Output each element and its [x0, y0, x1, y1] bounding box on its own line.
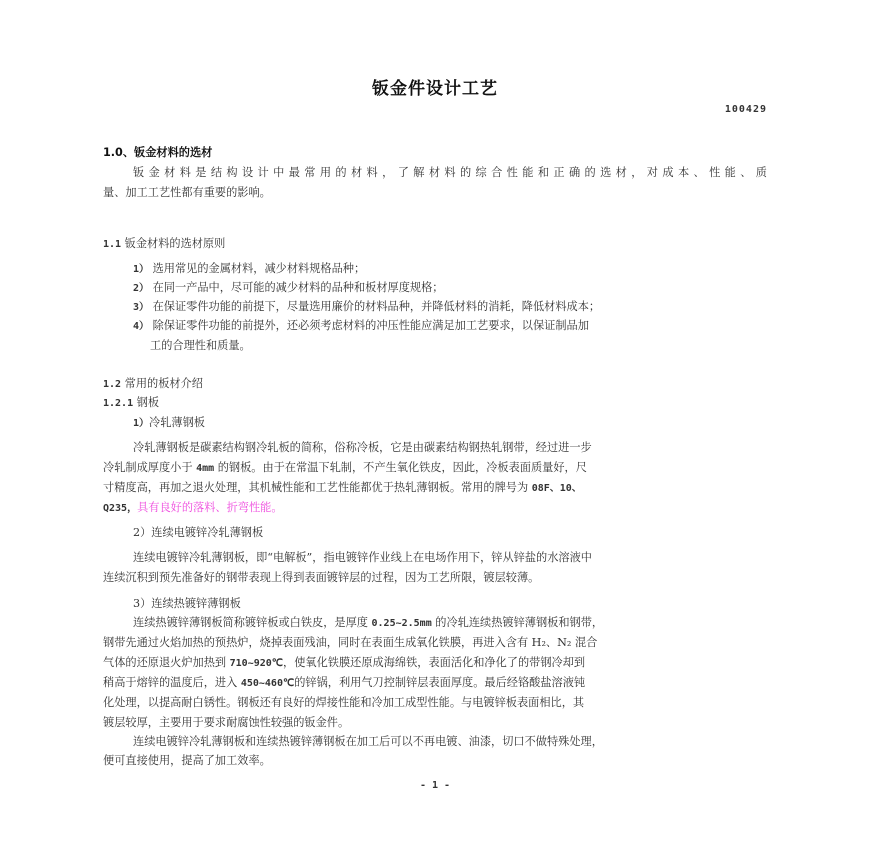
paragraph-line — [133, 616, 603, 631]
item-title-cold-rolled — [133, 416, 205, 431]
list-item-number: 3） — [133, 302, 150, 313]
value-span: 0.25~2.5mm — [371, 618, 432, 629]
section-heading-1-1 — [103, 237, 225, 252]
paragraph-line: 化处理，以提高耐白锈性。钢板还有良好的焊接性能和冷加工成型性能。与电镀锌板表面相比，其 — [103, 696, 585, 709]
paragraph-line: 量、加工工艺性都有重要的影响。 — [103, 186, 271, 199]
list-item-text: 在同一产品中，尽可能的减少材料的品种和板材厚度规格； — [152, 281, 444, 294]
heading-text: 钣金材料的选材原则 — [124, 237, 226, 250]
paragraph-line: 冷轧薄钢板是碳素结构钢冷轧板的简称，俗称冷板，它是由碳素结构钢热轧钢带，经过进一步 — [133, 441, 592, 454]
list-item-continuation: 工的合理性和质量。 — [150, 339, 251, 352]
paragraph-line: 钢带先通过火焰加热的预热炉，烧掉表面残油，同时在表面生成氧化铁膜，再进入含有 H₂、N₂ 混合 — [103, 636, 598, 649]
paragraph-line — [103, 656, 585, 671]
paragraph-line: 连续电镀锌冷轧薄钢板，即“电解板”，指电镀锌作业线上在电场作用下，锌从锌盐的水溶液中 — [133, 551, 592, 564]
paragraph-line — [103, 676, 585, 691]
section-heading-1-2 — [103, 377, 203, 392]
text-span: 气体的还原退火炉加热到 — [103, 656, 227, 669]
paragraph-line: 钣金材料是结构设计中最常用的材料，了解材料的综合性能和正确的选材，对成本、性能、质 — [133, 166, 767, 179]
list-item — [133, 319, 589, 334]
heading-number: 1.1 — [103, 239, 122, 250]
list-item-text: 除保证零件功能的前提外，还必须考虑材料的冲压性能应满足加工艺要求，以保证制品加 — [152, 319, 589, 332]
document-number: 100429 — [724, 104, 767, 115]
text-span: 连续热镀锌薄钢板简称镀锌板或白铁皮，是厚度 — [133, 616, 368, 629]
paragraph-line — [103, 461, 587, 476]
item-title: 冷轧薄钢板 — [149, 416, 205, 429]
text-span: 的冷轧连续热镀锌薄钢板和钢带， — [435, 616, 604, 629]
text-span: 的锌锅，利用气刀控制锌层表面厚度。最后经铬酸盐溶液钝 — [294, 676, 586, 689]
paragraph-line: 连续沉积到预先准备好的钢带表现上得到表面镀锌层的过程，因为工艺所限，镀层较薄。 — [103, 571, 540, 584]
heading-text: 钢板 — [136, 396, 160, 409]
value-span: 710~920℃ — [229, 658, 284, 669]
document-title: 钣金件设计工艺 — [372, 79, 498, 99]
text-span: ，使氧化铁膜还原成海绵铁，表面活化和净化了的带钢冷却到 — [283, 656, 586, 669]
heading-number: 1.2 — [103, 379, 122, 390]
list-item-number: 2） — [133, 283, 150, 294]
text-span: 稍高于熔锌的温度后，进入 — [103, 676, 238, 689]
value-span: 450~460℃ — [240, 678, 295, 689]
paragraph-line: 镀层较厚，主要用于要求耐腐蚀性较强的钣金件。 — [103, 716, 350, 729]
value-span: 08F、10、 — [531, 483, 582, 494]
paragraph-line: 便可直接使用，提高了加工效率。 — [103, 754, 271, 767]
list-item-text: 选用常见的金属材料，减少材料规格品种； — [152, 262, 366, 275]
item-number: 1） — [133, 418, 150, 429]
list-item-number: 1） — [133, 264, 150, 275]
subsection-heading-1-2-1 — [103, 396, 159, 411]
paragraph-line — [103, 481, 582, 496]
list-item — [133, 281, 443, 296]
list-item — [133, 300, 600, 315]
page-number: - 1 - — [419, 780, 451, 791]
paragraph-line: 连续电镀锌冷轧薄钢板和连续热镀锌薄钢板在加工后可以不再电镀、油漆，切口不做特殊处理， — [133, 735, 603, 748]
value-span: Q235， — [103, 503, 138, 514]
list-item-text: 在保证零件功能的前提下，尽量选用廉价的材料品种，并降低材料的消耗，降低材料成本； — [152, 300, 601, 313]
paragraph-line — [103, 501, 283, 516]
item-title-hot-dip-galvanized: 3）连续热镀锌薄钢板 — [133, 597, 241, 610]
section-heading-1-0: 1.0、钣金材料的选材 — [103, 146, 213, 159]
highlighted-text: 具有良好的落料、折弯性能。 — [137, 501, 283, 514]
text-span: 寸精度高，再加之退火处理，其机械性能和工艺性能都优于热轧薄钢板。常用的牌号为 — [103, 481, 529, 494]
list-item-number: 4） — [133, 321, 150, 332]
list-item — [133, 262, 365, 277]
text-span: 的钢板。由于在常温下轧制，不产生氧化铁皮，因此，冷板表面质量好，尺 — [217, 461, 587, 474]
heading-text: 常用的板材介绍 — [124, 377, 203, 390]
item-title-electro-galvanized: 2）连续电镀锌冷轧薄钢板 — [133, 526, 264, 539]
value-span: 4mm — [196, 463, 215, 474]
text-span: 冷轧制成厚度小于 — [103, 461, 193, 474]
heading-number: 1.2.1 — [103, 398, 134, 409]
